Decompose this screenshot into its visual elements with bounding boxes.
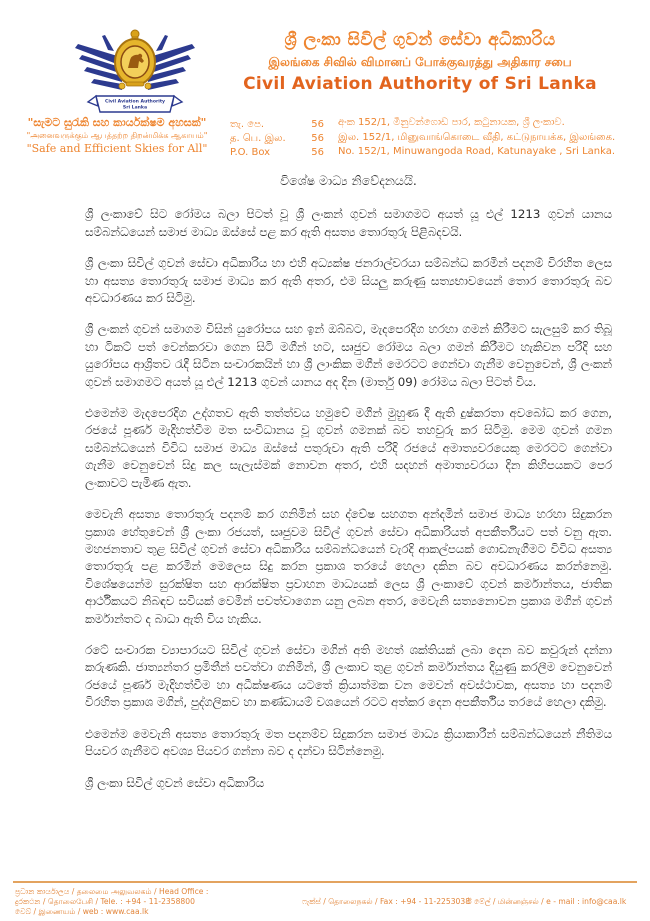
footer-contact-line bbox=[15, 897, 637, 907]
paragraph-3: ශ්‍රී ලංකන් ගුවන් සමාගම විසින් යුරෝපය සහ ඉන් ඔබ්බට, මැදපෙරදිග හරහා ගමන් කිරීමට සැලසුම් කර තිබූ හා ටිකට් පත් වෙන්කරවා ගෙන සිටි මගීන් හට, සෘජුව රෝමය බලා ගමන් කිරීමට හැකිවන පරිදි සහ යුරෝපය ආශ්‍රිතව රැදී සිටින සංචාරකයින් හා ශ්‍රී ලාංකික මගීන් මෙරටට ගෙන්වා ගැනීම වෙනුවෙන්, ශ්‍රී ලංකන් ගුවන් සමාගමට අයත් යූ එල් 1213 ගුවන් යානය අද දින (මාර්තු 09) රෝමය බලා පිටත් විය. bbox=[85, 322, 612, 389]
footer-web: වෙබ් / இணையம் / web : www.caa.lk bbox=[15, 907, 149, 916]
motto-sinhala: "සැමට සුරැකි සහ කාර්යක්ෂම අහසක්" bbox=[27, 116, 207, 129]
logo-banner-text-line2: Sri Lanka bbox=[122, 105, 148, 111]
pobox-label-sinhala: තැ. පෙ. bbox=[230, 119, 265, 130]
signature-line: ශ්‍රී ලංකා සිවිල් ගුවන් සේවා අධිකාරිය bbox=[85, 776, 265, 790]
paragraph-6: රටේ සංචාරක ව්‍යාපාරයට සිවිල් ගුවන් සේවා මගින් අති මහත් ශක්තියක් ලබා දෙන බව කවුරුන් දන්නා කරුණකි. ජාත්‍යන්තර ප්‍රමිතීන් පවත්වා ගනිමින්, ශ්‍රී ලංකාව තුළ ගුවන් කර්මාන්තය දියුණු කරලීම වෙනුවෙන් රජයේ පූර්ණ මැදිහත්වීම හා අධීක්ෂණය යටතේ ක්‍රියාත්මක වන මෙවන් අවස්ථාවක, අසත්‍ය හා පදනම් විරහිත ප්‍රකාශ මගින්, පුද්ගලිකව හා කණ්ඩායම් වශයෙන් රටට අත්කර දෙන අපකීර්තිය තරයේ හෙලා දකිමු. bbox=[85, 642, 612, 710]
motto-block bbox=[12, 116, 222, 156]
document-body bbox=[85, 172, 612, 772]
caa-logo bbox=[74, 24, 196, 118]
pobox-row-english bbox=[230, 146, 324, 160]
pobox-value-sinhala: 56 bbox=[311, 119, 324, 130]
org-name-sinhala: ශ්‍රී ලංකා සිවිල් ගුවන් සේවා අධිකාරිය bbox=[284, 30, 556, 50]
footer-block bbox=[15, 887, 637, 917]
address-sinhala: අංක 152/1, මීනුවන්ගොඩ පාර, කටුනායක, ශ්‍රී ලංකාව. bbox=[338, 117, 565, 128]
pobox-block bbox=[230, 118, 324, 160]
paragraph-5: මෙවැනි අසත්‍ය තොරතුරු පදනම් කර ගනිමින් සහ ද්වේෂ සහගත අන්දමින් සමාජ මාධ්‍ය හරහා සිදුකරන ප්‍රකාශ හේතුවෙන් ශ්‍රී ලංකා රජයත්, සෘජුවම සිවිල් ගුවන් සේවා අධිකාරියත් අපකීර්තියට පත් වනු ඇත. මහජනතාව තුළ සිවිල් ගුවන් සේවා අධිකාරිය සම්බන්ධයෙන් වැරදි ආකල්පයක් ගොඩනැගීමට විවිධ අසත්‍ය තොරතුරු පළ කරමින් මෙලෙස සිදු කරන ප්‍රකාශ තරයේ හෙලා දකින බව අවධාරණය කරන්නෙමු. විශේෂයෙන්ම සුරක්ෂිත සහ ආරක්ෂිත ප්‍රවාහන මාධ්‍යයක් ලෙස ශ්‍රී ලංකාවේ ගුවන් කර්මාන්තය, ජාතික ආර්ථිකයට නිබඳව සවියක් වෙමින් පවත්වාගෙන යනු ලබන අතර, මෙවැනි සත්‍යනොවන ප්‍රකාශ මගින් ගුවන් කර්මාන්තට ද බාධා ඇති විය හැකිය. bbox=[85, 507, 612, 626]
document-title: විශේෂ මාධ්‍ය නිවේදනයයි. bbox=[280, 173, 417, 188]
address-english: No. 152/1, Minuwangoda Road, Katunayake , Sri Lanka. bbox=[338, 146, 616, 157]
paragraph-1: ශ්‍රී ලංකාවේ සිට රෝමය බලා පිටත් වූ ශ්‍රී ලංකන් ගුවන් සමාගමට අයත් යූ එල් 1213 ගුවන් යානය සම්බන්ධයෙන් සමාජ මාධ්‍ය ඔස්සේ පළ කර ඇති අසත්‍ය තොරතුරු පිළිබදවයි. bbox=[85, 207, 612, 239]
pobox-label-english: P.O. Box bbox=[230, 147, 271, 158]
pobox-value-english: 56 bbox=[311, 147, 324, 158]
paragraph-7: එමෙන්ම මෙවැනි අසත්‍ය තොරතුරු මත පදනම්ව සිදුකරන සමාජ මාධ්‍ය ක්‍රියාකාරීන් සම්බන්ධයෙන් නීතිමය පියවර ගැනීමට අවශ්‍ය පියවර ගන්නා බව ද දන්වා සිටින්නෙමු. bbox=[85, 726, 612, 758]
logo-banner bbox=[88, 96, 182, 112]
pobox-row-tamil bbox=[230, 132, 324, 146]
address-block bbox=[338, 116, 638, 160]
pobox-value-tamil: 56 bbox=[311, 133, 324, 144]
footer-office-line: ප්‍රධාන කාර්යාලය / தலைமை அலுவலகம் / Head Office : bbox=[15, 887, 209, 896]
footer-email: ඊ මේල් / மின்னஞ்சல் / e - mail : info@caa.lk bbox=[467, 897, 627, 906]
footer-fax: ෆැක්ස් / தொலைநகல் / Fax : +94 - 11-2253038 bbox=[302, 897, 471, 906]
footer-telephone: දුරකථන / தொலைபேசி / Tele. : +94 - 11-2358800 bbox=[15, 897, 195, 906]
motto-english: "Safe and Efficient Skies for All" bbox=[26, 142, 208, 155]
motto-tamil: "அனைவருக்கும் ஆபத்தற்ற திறன்மிக்க ஆகாயம்" bbox=[26, 131, 208, 140]
paragraph-4: එමෙන්ම මැදපෙරදිග උද්ගතව ඇති තත්ත්වය හමුවේ මගීන් මුහුණ දී ඇති දුෂ්කරතා අවබෝධ කර ගෙන, රජයේ පූර්ණ මැදිහත්වීම මත සංවිධානය වූ ගුවන් ගමනක් බව තහවුරු කර සිටිමු. මෙම ගුවන් ගමන සම්බන්ධයෙන් විවිධ සමාජ මාධ්‍ය ඔස්සේ පතුරුවා ඇති පරිදි රජයේ අමාත්‍යවරයෙකු මෙරටට ගෙන්වා ගැනීම වෙනුවෙන් සිදු කල සැලැස්මක් නොවන අතර, එහි සදහන් අමාත්‍යවරයා දින කිහිපයකට පෙර ලංකාවට පැමිණ ඇත. bbox=[85, 406, 612, 490]
address-tamil: இல. 152/1, மினுவாங்கொடை வீதி, கட்டுநாயக்க, இலங்கை. bbox=[338, 131, 616, 143]
org-name-english: Civil Aviation Authority of Sri Lanka bbox=[243, 74, 597, 94]
logo-banner-text-line1: Civil Aviation Authority bbox=[104, 99, 166, 105]
paragraph-2: ශ්‍රී ලංකා සිවිල් ගුවන් සේවා අධිකාරිය හා එහි අධ්‍යක්ෂ ජනරාල්වරයා සම්බන්ධ කරමින් පදනම් විරහිත ලෙස හා අසත්‍ය තොරතුරු සමාජ මාධ්‍ය කර ඇති අතර, එම සියලු කරුණු සත්‍යභාවයෙන් තොර තොරතුරු බව අවධාරණය කර සිටිමු. bbox=[85, 256, 612, 306]
footer-divider bbox=[13, 881, 637, 883]
pobox-label-tamil: த. பெ. இல. bbox=[230, 133, 286, 144]
pobox-row-sinhala bbox=[230, 118, 324, 132]
org-name-tamil: இலங்கை சிவில் விமானப் போக்குவரத்து அதிகார சபை bbox=[268, 55, 572, 69]
org-title-block bbox=[228, 30, 612, 94]
